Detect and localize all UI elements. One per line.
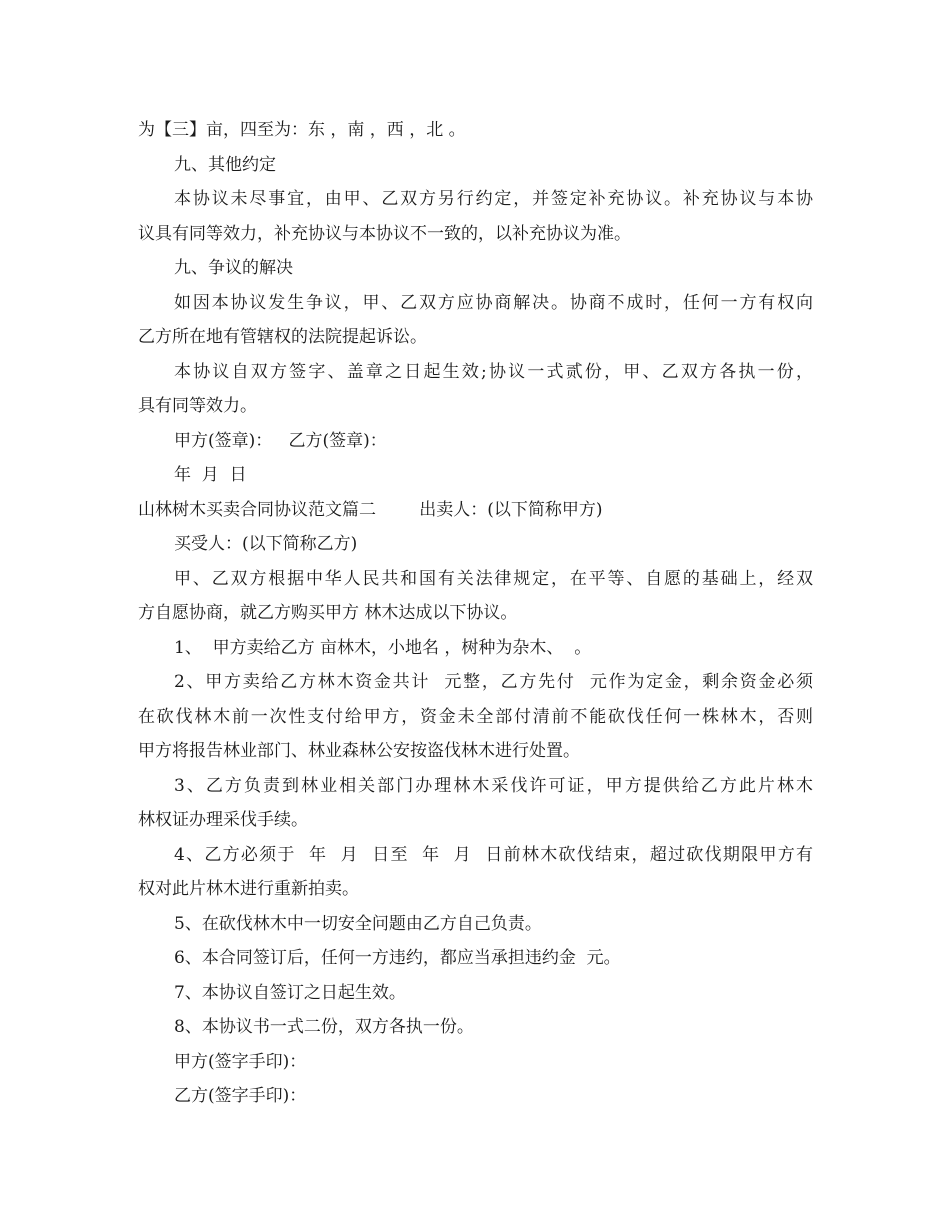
text-line: 甲、乙双方根据中华人民共和国有关法律规定，在平等、自愿的基础上，经双 <box>174 568 813 589</box>
text-line: 本协议自双方签字、盖章之日起生效;协议一式贰份，甲、乙双方各执一份， <box>174 361 813 382</box>
text-line: 本协议未尽事宜，由甲、乙双方另行约定，并签定补充协议。补充协议与本协 <box>174 189 813 209</box>
text-line: 如因本协议发生争议，甲、乙双方应协商解决。协商不成时，任何一方有权向 <box>174 292 813 313</box>
text-line: 买受人：(以下简称乙方) <box>174 534 358 554</box>
clause-item: 2、甲方卖给乙方林木资金共计 元整，乙方先付 元作为定金，剩余资金必须 <box>174 672 813 692</box>
section-title: 山林树木买卖合同协议范文篇二 出卖人：(以下简称甲方) <box>138 499 603 520</box>
signature-line: 甲方(签字手印)： <box>174 1051 307 1072</box>
section-heading: 九、争议的解决 <box>174 258 293 278</box>
signature-line: 甲方(签章)： 乙方(签章)： <box>174 430 387 451</box>
signature-line: 乙方(签字手印)： <box>174 1086 307 1106</box>
section-heading: 九、其他约定 <box>174 154 276 175</box>
text-line: 甲方将报告林业部门、林业森林公安按盗伐林木进行处置。 <box>138 741 580 761</box>
clause-item: 1、 甲方卖给乙方 亩林木，小地名 ，树种为杂木、 。 <box>174 637 592 658</box>
clause-item: 7、本协议自签订之日起生效。 <box>174 982 406 1003</box>
text-line: 具有同等效力。 <box>138 396 257 416</box>
text-line: 在砍伐林木前一次性支付给甲方，资金未全部付清前不能砍伐任何一株林木，否则 <box>138 706 813 727</box>
text-line: 林权证办理采伐手续。 <box>138 810 308 830</box>
clause-item: 6、本合同签订后，任何一方违约，都应当承担违约金 元。 <box>174 948 621 968</box>
date-line: 年 月 日 <box>174 465 247 485</box>
clause-item: 8、本协议书一式二份，双方各执一份。 <box>174 1017 474 1037</box>
clause-item: 4、乙方必须于 年 月 日至 年 月 日前林木砍伐结束，超过砍伐期限甲方有 <box>174 844 813 865</box>
clause-item: 5、在砍伐林木中一切安全问题由乙方自己负责。 <box>174 913 542 934</box>
text-line: 为【三】亩，四至为：东 ，南 ，西 ，北 。 <box>138 120 466 140</box>
text-line: 方自愿协商，就乙方购买甲方 林木达成以下协议。 <box>138 603 518 623</box>
text-line: 乙方所在地有管辖权的法院提起诉讼。 <box>138 327 427 347</box>
text-line: 议具有同等效力，补充协议与本协议不一致的，以补充协议为准。 <box>138 223 631 244</box>
text-line: 权对此片林木进行重新拍卖。 <box>138 879 359 899</box>
document-body <box>138 113 813 1114</box>
clause-item: 3、乙方负责到林业相关部门办理林木采伐许可证，甲方提供给乙方此片林木 <box>174 775 813 796</box>
